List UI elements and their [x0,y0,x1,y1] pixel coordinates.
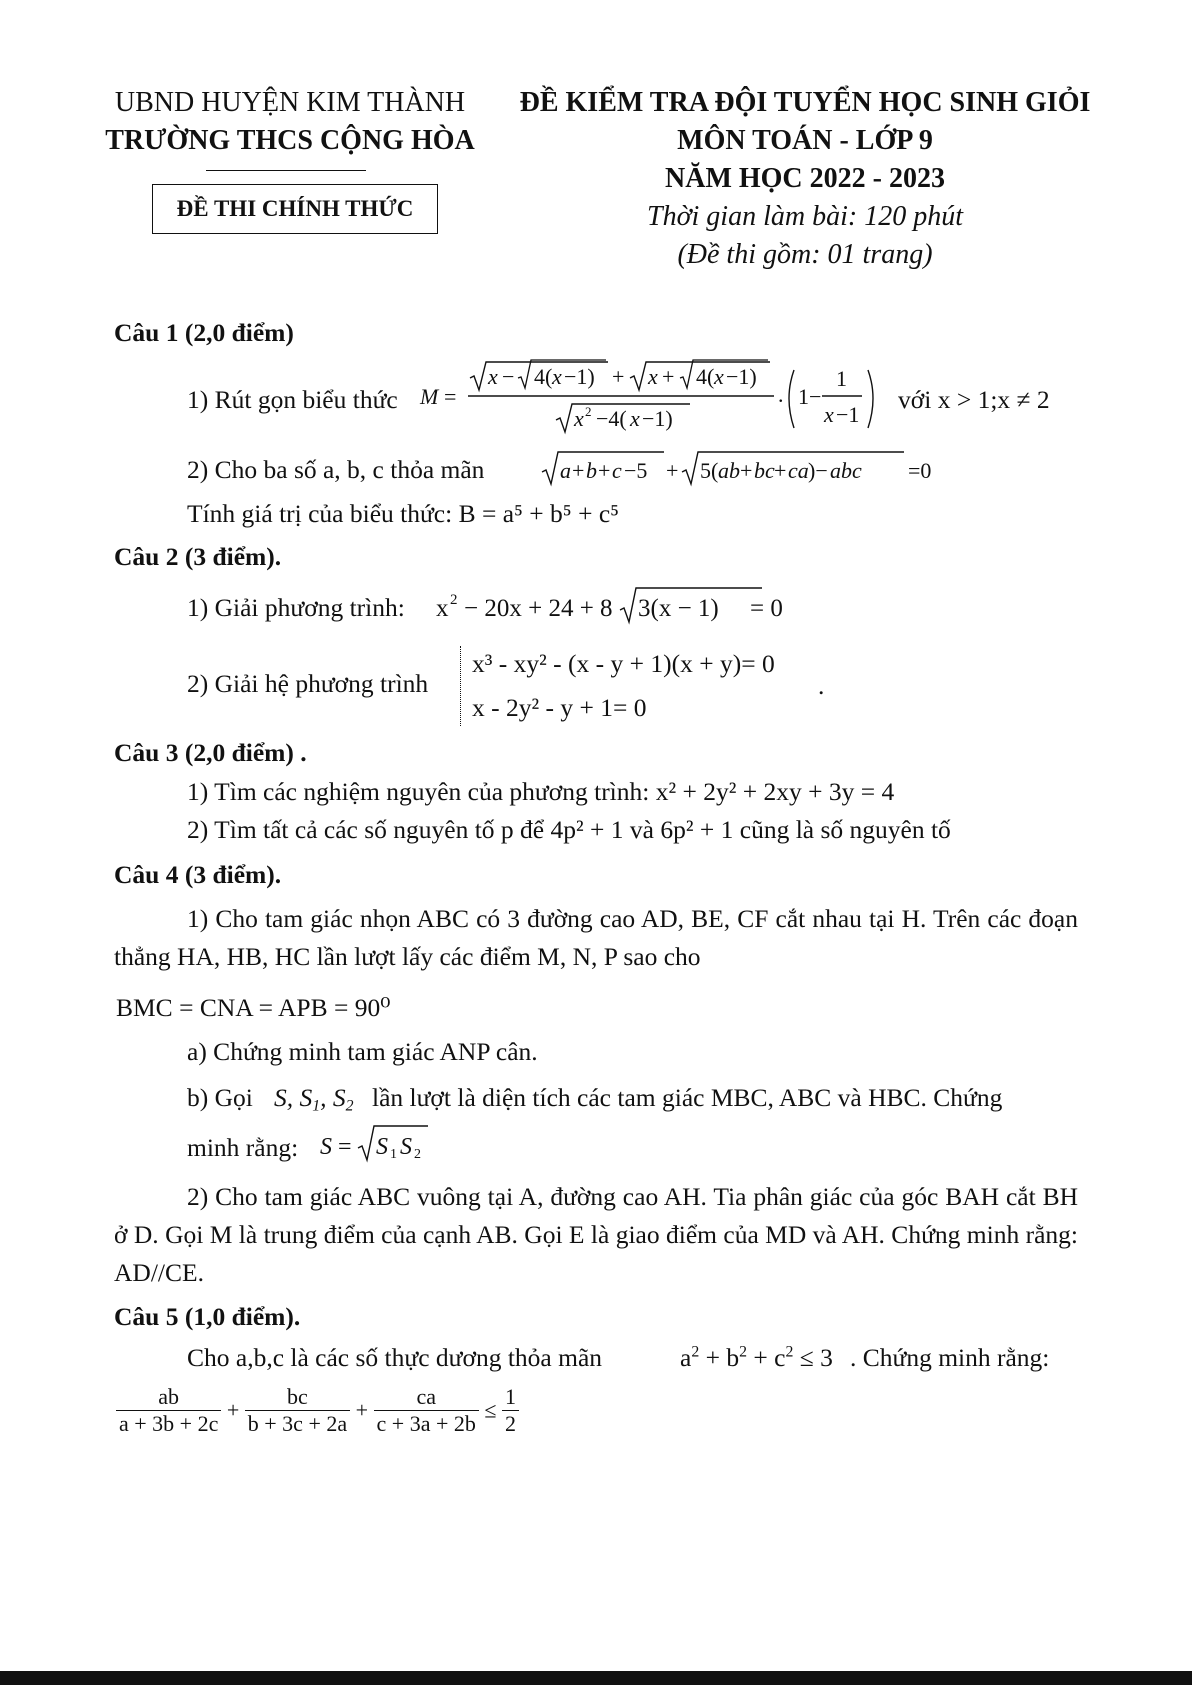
q1-part2-prefix: 2) Cho ba số a, b, c thỏa mãn [187,455,485,484]
q5-constraint: $a^2 + b^2 + c^2 \le 3$ [680,1343,833,1372]
q5-rhs-num: 1 [502,1384,519,1411]
q4-part-b-text: lần lượt là diện tích các tam giác MBC, ABC và HBC. Chứng [372,1083,1003,1112]
q2-equation [432,582,792,628]
svg-text:b: b [586,458,597,483]
q4-area-symbols: S, $S_1$, $S_2$ [274,1083,354,1115]
q5-suffix: . Chứng minh rằng: [850,1343,1050,1372]
svg-text:+: + [740,458,753,483]
svg-text:=0: =0 [908,458,932,483]
svg-text:1: 1 [836,366,847,391]
svg-text:−5: −5 [624,458,648,483]
q4-part1: 1) Cho tam giác nhọn ABC có 3 đường cao AD, BE, CF cắt nhau tại H. Trên các đoạn thẳng HA, HB, HC lần lượt lấy các điểm M, N, P sao cho [114,904,1078,971]
q4-part2: 2) Cho tam giác ABC vuông tại A, đường cao AH. Tia phân giác của góc BAH cắt BH ở D. Gọi M là trung điểm của cạnh AB. Gọi E là giao điểm của MD và AH. Chứng minh rằng: AD//CE. [114,1182,1078,1287]
svg-text:S: S [320,1134,332,1160]
question-3-title: Câu 3 (2,0 điểm) . [114,738,307,767]
system-brace [460,646,464,726]
q5-frac1-den: a + 3b + 2c [119,1411,219,1436]
svg-text:+: + [666,458,679,483]
exam-title: ĐỀ KIỂM TRA ĐỘI TUYỂN HỌC SINH GIỎI [519,87,1091,118]
q5-inequality: $\frac{ab}{a + 3b + 2c}$ + $\frac{bc}{b + 3c + 2a}$ + $\frac{ca}{c + 3a + 2b}$ ≤ $\frac{1}{2}$ [116,1384,519,1437]
svg-text:2: 2 [585,404,592,419]
q1-part2-task: Tính giá trị của biểu thức: B = a⁵ + b⁵ + c⁵ [187,499,620,528]
svg-text:+: + [598,458,611,483]
official-label: ĐỀ THI CHÍNH THỨC [152,184,438,234]
svg-text:−4(: −4( [596,406,627,431]
svg-text:−1): −1) [726,364,757,389]
exam-time: Thời gian làm bài: 120 phút [647,201,963,232]
q2-system-eq1: x³ - xy² - (x - y + 1)(x + y)= 0 [472,649,775,678]
svg-text:.: . [778,382,784,407]
svg-text:=: = [338,1134,352,1160]
q5-rhs-den: 2 [504,1411,516,1436]
q2-system-eq2: x - 2y² - y + 1= 0 [472,693,647,722]
svg-text:4(: 4( [534,364,553,389]
svg-text:2: 2 [414,1147,421,1162]
svg-text:4(: 4( [696,364,715,389]
question-1-title: Câu 1 (2,0 điểm) [114,318,294,347]
svg-text:+: + [572,458,585,483]
q5-frac2-num: bc [245,1384,350,1411]
svg-text:− 20x + 24 + 8: − 20x + 24 + 8 [464,595,613,622]
svg-text:5(: 5( [700,458,719,483]
svg-text:S: S [400,1134,412,1160]
q5-frac1-num: ab [116,1384,221,1411]
svg-text:−1: −1 [836,402,860,427]
svg-text:a: a [560,458,571,483]
svg-text:1−: 1− [798,384,822,409]
svg-text:ab: ab [718,458,740,483]
expression-m-svg [418,358,888,438]
q2-part2-prefix: 2) Giải hệ phương trình [187,669,429,698]
q5-frac3-num: ca [374,1384,479,1411]
svg-text:3(x − 1): 3(x − 1) [638,595,719,622]
svg-text:= 0: = 0 [750,595,783,622]
q5-frac2-den: b + 3c + 2a [247,1411,348,1436]
svg-text:M: M [420,384,439,409]
q5-fraction-2 [245,1384,350,1437]
condition-equation-svg [540,446,950,492]
q5-prefix: Cho a,b,c là các số thực dương thỏa mãn [187,1343,603,1372]
q1-part1-condition: với x > 1;x ≠ 2 [898,385,1050,414]
q1-condition-equation [540,446,950,492]
svg-text:abc: abc [830,458,862,483]
svg-text:bc: bc [754,458,775,483]
svg-text:−1): −1) [564,364,595,389]
svg-text:x: x [488,364,498,389]
q4-part-a: a) Chứng minh tam giác ANP cân. [187,1037,538,1066]
svg-text:x: x [630,406,640,431]
svg-text:ca: ca [788,458,809,483]
area-formula-svg [318,1118,438,1166]
svg-text:x: x [824,402,834,427]
question-5-title: Câu 5 (1,0 điểm). [114,1302,301,1331]
q5-fraction-rhs [502,1384,519,1437]
header-divider [206,170,366,171]
svg-text:=: = [444,384,457,409]
q1-part1-prefix: 1) Rút gọn biểu thức [187,385,398,414]
question-2-title: Câu 2 (3 điểm). [114,542,282,571]
svg-text:−1): −1) [642,406,673,431]
district-name: UBND HUYỆN KIM THÀNH [114,87,466,118]
svg-text:x: x [436,595,449,622]
svg-text:x: x [552,364,562,389]
q2-system-period: . [818,671,825,700]
q4-part1-angles: BMC = CNA = APB = 90⁰ [116,993,391,1022]
exam-pages: (Đề thi gồm: 01 trang) [677,239,933,270]
q2-part1-prefix: 1) Giải phương trình: [187,593,405,622]
svg-text:+: + [662,364,675,389]
q3-part1: 1) Tìm các nghiệm nguyên của phương trình: x² + 2y² + 2xy + 3y = 4 [187,777,895,806]
svg-text:)−: )− [808,458,828,483]
svg-text:2: 2 [450,592,458,608]
svg-text:x: x [648,364,658,389]
q1-expression-m [418,358,888,438]
q4-area-formula [318,1118,438,1166]
q2-equation-svg [432,582,792,628]
svg-text:+: + [774,458,787,483]
q5-frac3-den: c + 3a + 2b [376,1411,476,1436]
svg-text:1: 1 [390,1147,397,1162]
q4-part-b-prefix: b) Gọi [187,1083,253,1112]
svg-text:−: − [502,364,515,389]
svg-text:x: x [574,406,584,431]
svg-text:+: + [612,364,625,389]
exam-year: NĂM HỌC 2022 - 2023 [665,163,945,194]
q3-part2: 2) Tìm tất cả các số nguyên tố p để 4p² + 1 và 6p² + 1 cũng là số nguyên tố [187,815,951,844]
svg-text:S: S [376,1134,388,1160]
school-name: TRƯỜNG THCS CỘNG HÒA [105,125,475,156]
q5-fraction-1 [116,1384,221,1437]
page-bottom-border [0,1671,1192,1685]
svg-text:x: x [714,364,724,389]
q4-part-b-line2: minh rằng: [187,1133,299,1162]
svg-text:c: c [612,458,622,483]
exam-subject: MÔN TOÁN - LỚP 9 [677,125,933,156]
question-4-title: Câu 4 (3 điểm). [114,860,282,889]
q5-fraction-3 [374,1384,479,1437]
